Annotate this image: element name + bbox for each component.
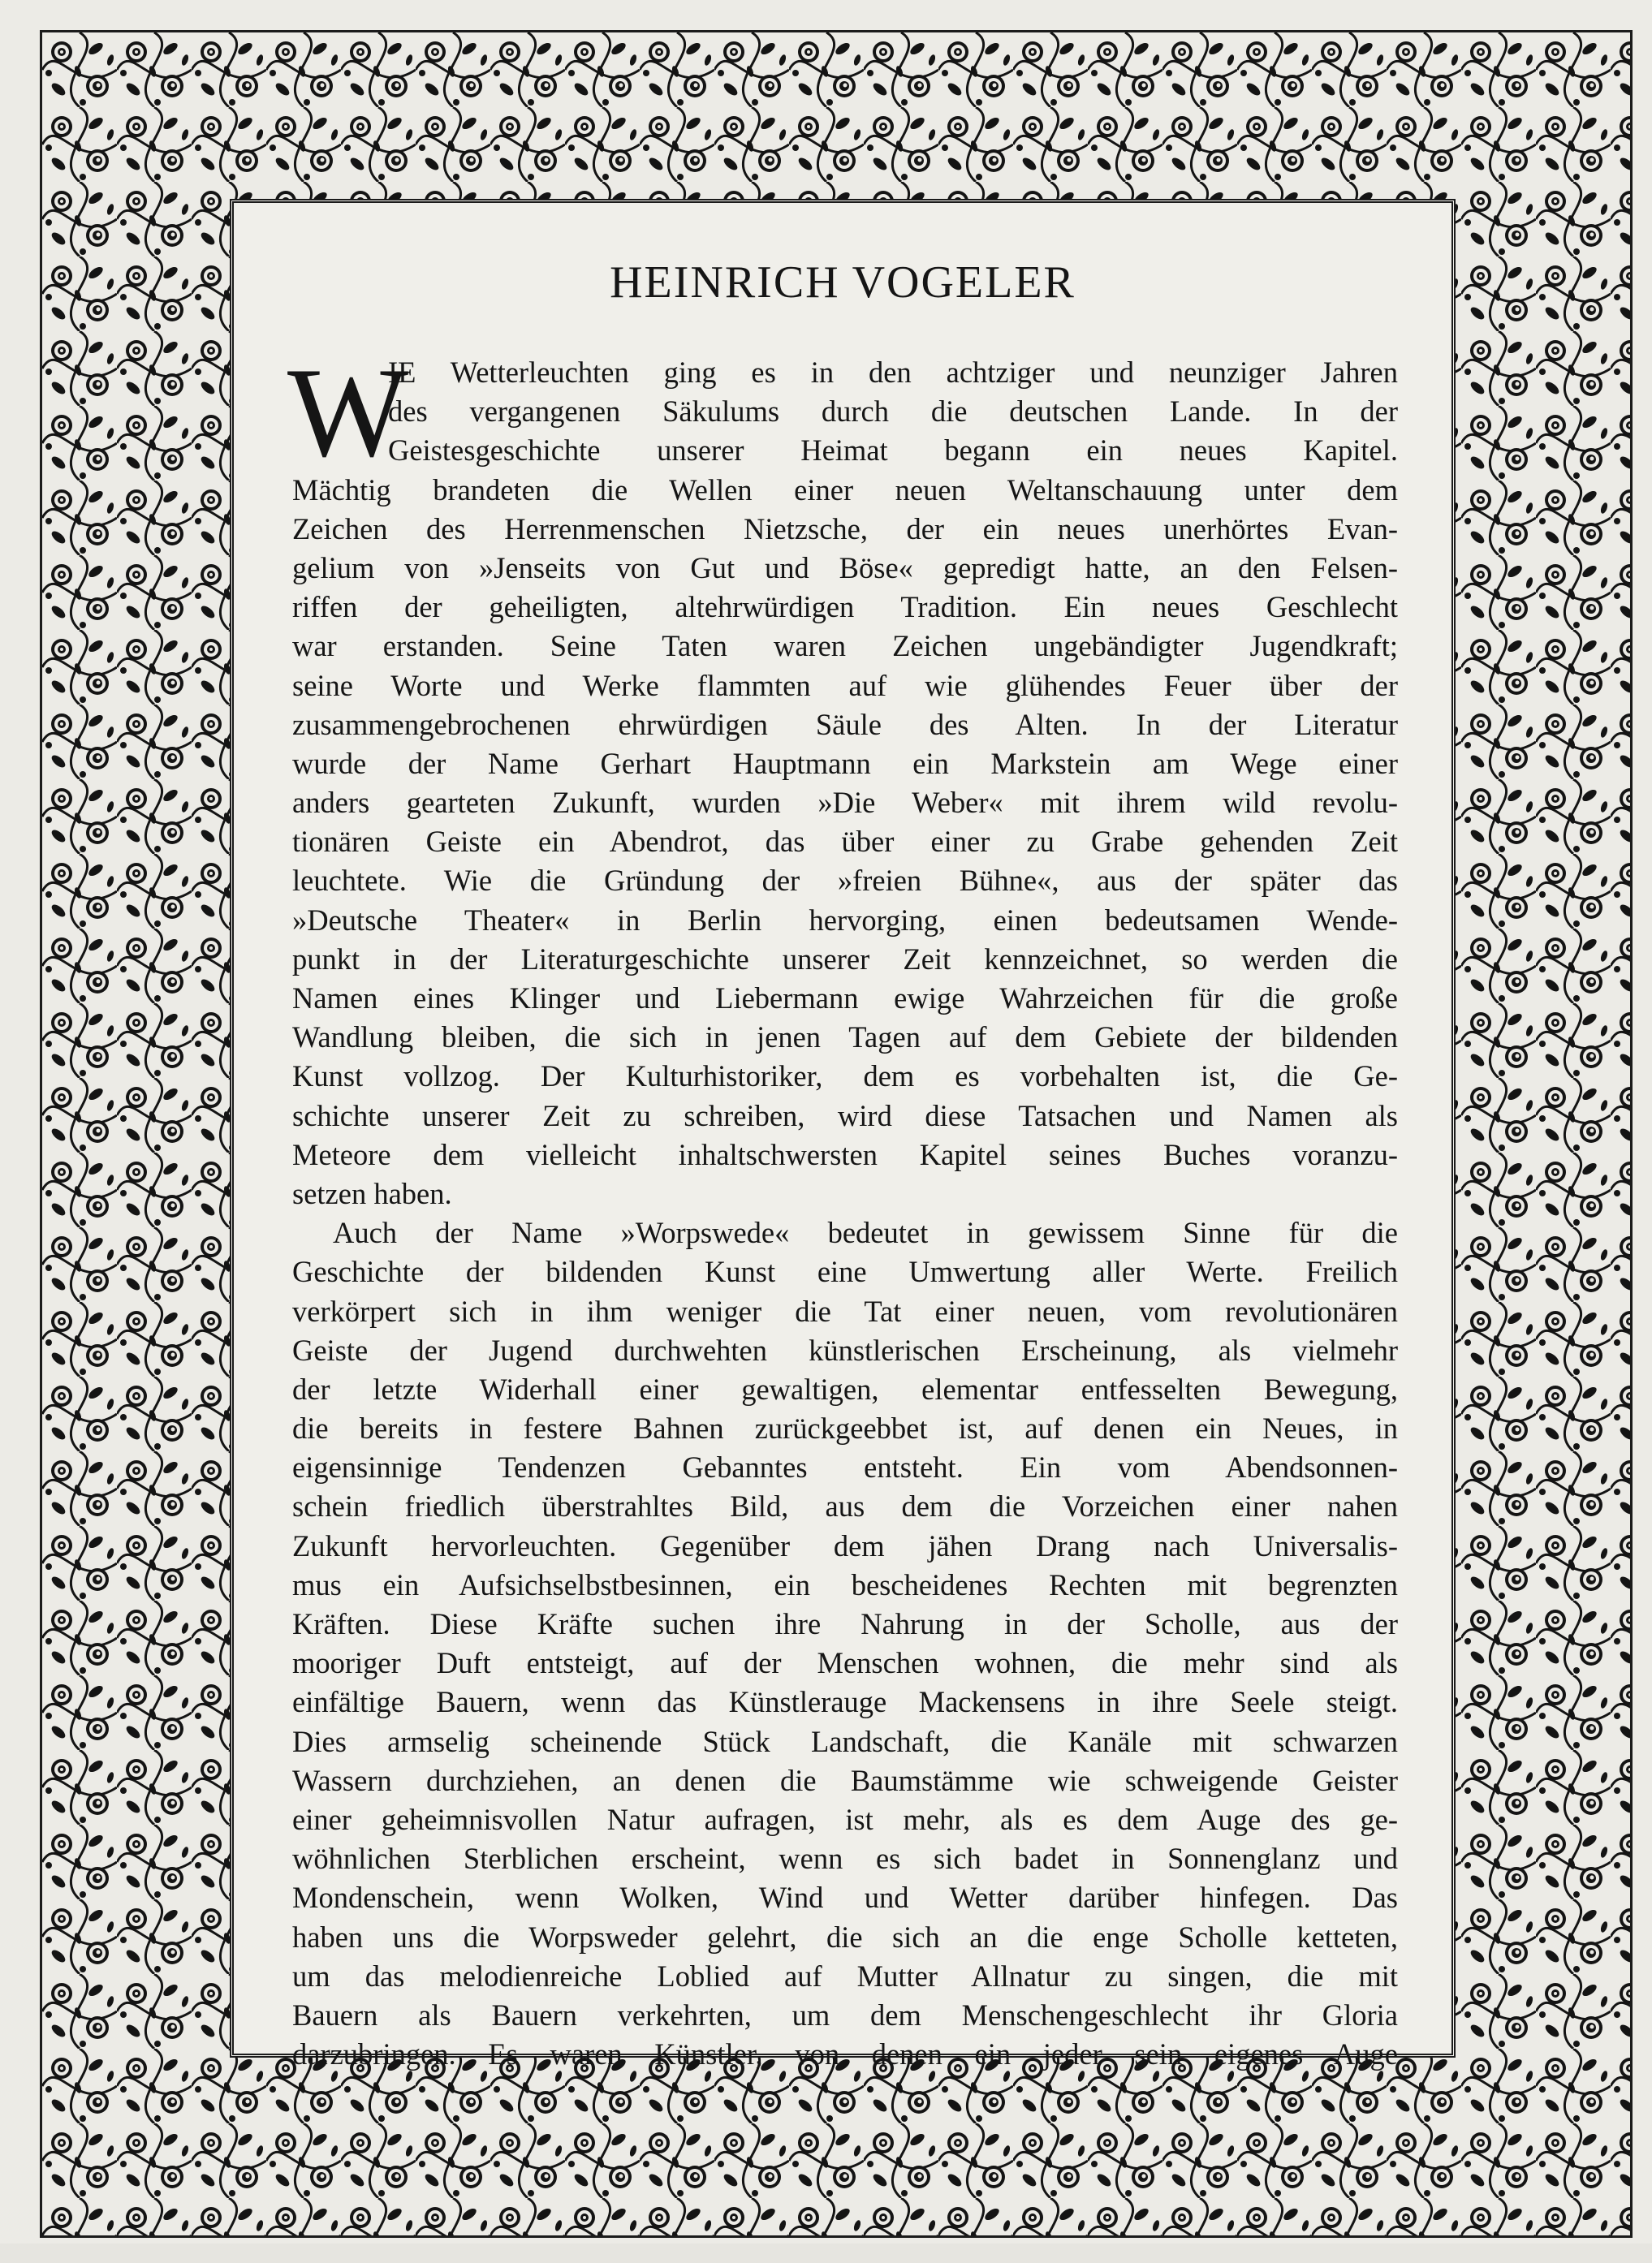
text-line: einfältige Bauern, wenn das Künstlerauge Mackensens in ihre Seele steigt. bbox=[292, 1685, 1398, 1719]
text-line: die bereits in festere Bahnen zurückgeebbet ist, auf denen ein Neues, in bbox=[292, 1412, 1398, 1446]
text-line: einer geheimnisvollen Natur aufragen, ist mehr, als es dem Auge des ge- bbox=[292, 1802, 1398, 1836]
text-line: seine Worte und Werke flammten auf wie glühendes Feuer über der bbox=[292, 668, 1398, 702]
text-line: riffen der geheiligten, altehrwürdigen Tradition. Ein neues Geschlecht bbox=[292, 590, 1398, 624]
text-line: Meteore dem vielleicht inhaltschwersten Kapitel seines Buches voranzu- bbox=[292, 1137, 1398, 1171]
text-line: darzubringen. Es waren Künstler, von denen ein jeder sein eigenes Auge bbox=[292, 2037, 1398, 2071]
text-line: gelium von »Jenseits von Gut und Böse« gepredigt hatte, an den Felsen- bbox=[292, 550, 1398, 584]
article-body bbox=[287, 342, 1398, 2074]
text-line: Geiste der Jugend durchwehten künstlerischen Erscheinung, als vielmehr bbox=[292, 1333, 1398, 1367]
text-line: Mondenschein, wenn Wolken, Wind und Wetter darüber hinfegen. Das bbox=[292, 1881, 1398, 1915]
text-line: zusammengebrochenen ehrwürdigen Säule des Alten. In der Literatur bbox=[292, 707, 1398, 741]
text-line: eigensinnige Tendenzen Gebanntes entsteht. Ein vom Abendsonnen- bbox=[292, 1450, 1398, 1485]
text-line: war erstanden. Seine Taten waren Zeichen ungebändigter Jugendkraft; bbox=[292, 629, 1398, 663]
text-line: punkt in der Literaturgeschichte unserer Zeit kennzeichnet, so werden die bbox=[292, 942, 1398, 976]
text-line: Dies armselig scheinende Stück Landschaft, die Kanäle mit schwarzen bbox=[292, 1724, 1398, 1758]
text-line: leuchtete. Wie die Gründung der »freien Bühne«, aus der später das bbox=[292, 864, 1398, 898]
text-line: wöhnlichen Sterblichen erscheint, wenn es sich badet in Sonnenglanz und bbox=[292, 1842, 1398, 1876]
text-panel bbox=[230, 199, 1456, 2071]
text-line: Geschichte der bildenden Kunst eine Umwertung aller Werte. Freilich bbox=[292, 1255, 1398, 1289]
text-line: Kunst vollzog. Der Kulturhistoriker, dem es vorbehalten ist, die Ge- bbox=[292, 1059, 1398, 1093]
text-line: des vergangenen Säkulums durch die deutschen Lande. In der bbox=[388, 394, 1398, 429]
text-line: Zukunft hervorleuchten. Gegenüber dem jähen Drang nach Universalis- bbox=[292, 1528, 1398, 1563]
page-title: HEINRICH VOGELER bbox=[610, 257, 1076, 308]
text-line: Geistesgeschichte unserer Heimat begann ein neues Kapitel. bbox=[388, 433, 1398, 468]
text-line: mus ein Aufsichselbstbesinnen, ein bescheidenes Rechten mit begrenzten bbox=[292, 1567, 1398, 1601]
drop-cap-initial: W bbox=[287, 342, 409, 484]
text-line: Mächtig brandeten die Wellen einer neuen Weltanschauung unter dem bbox=[292, 472, 1398, 506]
text-line: »Deutsche Theater« in Berlin hervorging, einen bedeutsamen Wende- bbox=[292, 903, 1398, 937]
text-line: um das melodienreiche Loblied auf Mutter Allnatur zu singen, die mit bbox=[292, 1959, 1398, 1993]
text-line: Kräften. Diese Kräfte suchen ihre Nahrung in der Scholle, aus der bbox=[292, 1607, 1398, 1640]
text-line: wurde der Name Gerhart Hauptmann ein Markstein am Wege einer bbox=[292, 746, 1398, 780]
footer-strip bbox=[0, 2244, 1652, 2263]
text-line: der letzte Widerhall einer gewaltigen, elementar entfesselten Bewegung, bbox=[292, 1372, 1398, 1406]
text-line: IE Wetterleuchten ging es in den achtziger und neunziger Jahren bbox=[388, 356, 1398, 389]
text-line: verkörpert sich in ihm weniger die Tat einer neuen, vom revolutionären bbox=[292, 1294, 1398, 1328]
text-line: Zeichen des Herrenmenschen Nietzsche, der ein neues unerhörtes Evan- bbox=[292, 511, 1398, 545]
text-line: Wassern durchziehen, an denen die Baumstämme wie schweigende Geister bbox=[292, 1763, 1398, 1797]
text-line: Auch der Name »Worpswede« bedeutet in gewissem Sinne für die bbox=[333, 1216, 1398, 1250]
text-line: mooriger Duft entsteigt, auf der Menschen wohnen, die mehr sind als bbox=[292, 1646, 1398, 1680]
text-line: schichte unserer Zeit zu schreiben, wird diese Tatsachen und Namen als bbox=[292, 1098, 1398, 1132]
text-line: haben uns die Worpsweder gelehrt, die sich an die enge Scholle ketteten, bbox=[292, 1920, 1398, 1954]
text-line: schein friedlich überstrahltes Bild, aus dem die Vorzeichen einer nahen bbox=[292, 1489, 1398, 1524]
text-line: setzen haben. bbox=[292, 1176, 452, 1210]
text-line: anders gearteten Zukunft, wurden »Die Weber« mit ihrem wild revolu- bbox=[292, 786, 1398, 820]
text-line: Wandlung bleiben, die sich in jenen Tagen auf dem Gebiete der bildenden bbox=[292, 1020, 1398, 1054]
text-line: tionären Geiste ein Abendrot, das über einer zu Grabe gehenden Zeit bbox=[292, 825, 1398, 859]
text-line: Namen eines Klinger und Liebermann ewige Wahrzeichen für die große bbox=[292, 981, 1398, 1015]
text-line: Bauern als Bauern verkehrten, um dem Menschengeschlecht ihr Gloria bbox=[292, 1998, 1398, 2032]
